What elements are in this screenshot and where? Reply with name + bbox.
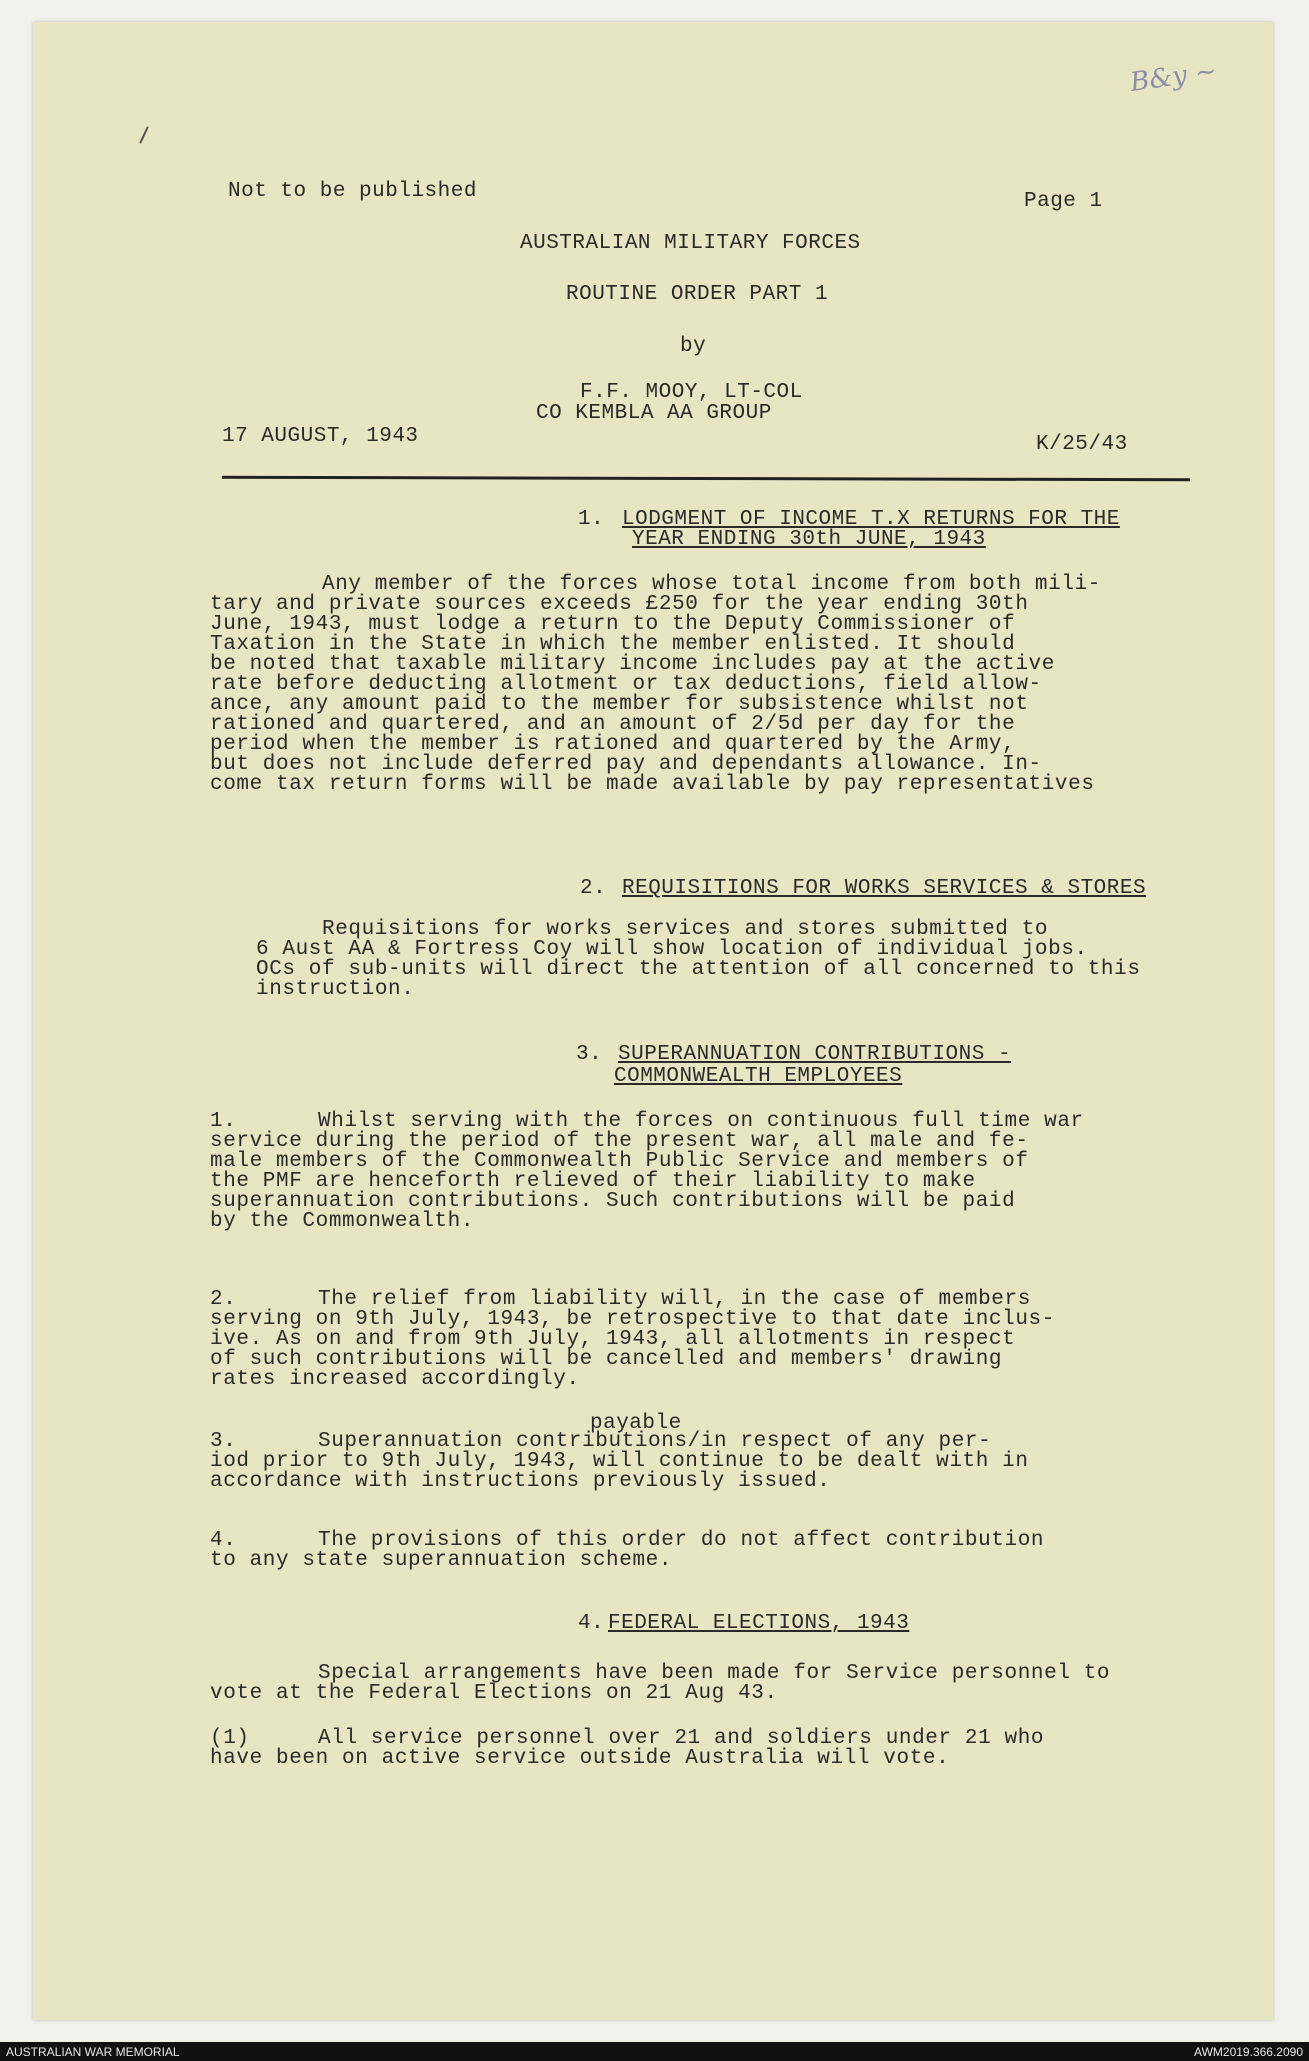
text-line: All service personnel over 21 and soldiers under 21 who	[318, 1727, 1045, 1750]
text-line: have been on active service outside Australia will vote.	[210, 1747, 950, 1770]
section-2-number: 2.	[580, 877, 607, 900]
section-4-heading: FEDERAL ELECTIONS, 1943	[608, 1612, 910, 1635]
section-3-para-4	[210, 1531, 1044, 1571]
section-3-para-2	[210, 1290, 1055, 1390]
text-line: by the Commonwealth.	[210, 1210, 475, 1233]
text-line: The provisions of this order do not affect contribution	[318, 1529, 1045, 1552]
section-3-heading-cont: COMMONWEALTH EMPLOYEES	[614, 1065, 903, 1088]
title-line-1: AUSTRALIAN MILITARY FORCES	[520, 232, 861, 255]
text-line: Any member of the forces whose total income from both mili-	[322, 573, 1101, 596]
section-1-number: 1.	[578, 508, 605, 531]
title-line-4: F.F. MOOY, LT-COL	[580, 381, 803, 404]
text-line: rate before deducting allotment or tax deductions, field allow-	[210, 673, 1042, 696]
archive-footer	[0, 2042, 1309, 2061]
text-line: Taxation in the State in which the member enlisted. It should	[210, 633, 1016, 656]
text-line: accordance with instructions previously issued.	[210, 1470, 831, 1493]
text-line: instruction.	[256, 978, 415, 1001]
section-4-body	[210, 1664, 1110, 1704]
text-line: rationed and quartered, and an amount of 2/5d per day for the	[210, 713, 1016, 736]
handwritten-annotation: B&y ~	[1128, 56, 1219, 98]
section-3-para-1	[210, 1112, 1084, 1232]
text-line: male members of the Commonwealth Public Service and members of	[210, 1150, 1029, 1173]
text-line	[210, 1531, 1044, 1551]
paragraph-number: 2.	[210, 1288, 237, 1311]
title-line-3: by	[680, 335, 707, 358]
footer-accession-number: AWM2019.366.2090	[1194, 2045, 1303, 2059]
text-line: period when the member is rationed and quartered by the Army,	[210, 733, 1016, 756]
text-line: of such contributions will be cancelled and members' drawing	[210, 1348, 1003, 1371]
text-line: service during the period of the present war, all male and fe-	[210, 1130, 1029, 1153]
paragraph-number: 4.	[210, 1529, 237, 1552]
text-line: Whilst serving with the forces on continuous full time war	[318, 1110, 1084, 1133]
section-2-body	[256, 920, 1141, 1000]
text-line: rates increased accordingly.	[210, 1368, 580, 1391]
text-line: to any state superannuation scheme.	[210, 1549, 673, 1572]
text-line: superannuation contributions. Such contributions will be paid	[210, 1190, 1016, 1213]
text-line: but does not include deferred pay and dependants allowance. In-	[210, 753, 1042, 776]
title-line-5: CO KEMBLA AA GROUP	[536, 402, 772, 425]
text-line	[210, 1290, 1055, 1310]
text-line: the PMF are henceforth relieved of their liability to make	[210, 1170, 976, 1193]
section-1-heading: LODGMENT OF INCOME T.X RETURNS FOR THE	[622, 508, 1120, 531]
text-line: ive. As on and from 9th July, 1943, all allotments in respect	[210, 1328, 1016, 1351]
text-line: Superannuation contributions/in respect of any per-	[318, 1430, 992, 1453]
section-4-number: 4.	[578, 1612, 605, 1635]
section-2-heading: REQUISITIONS FOR WORKS SERVICES & STORES	[622, 877, 1147, 900]
section-3-para-3	[210, 1432, 1029, 1492]
order-date: 17 AUGUST, 1943	[222, 425, 419, 448]
text-line: The relief from liability will, in the case of members	[318, 1288, 1031, 1311]
text-line: June, 1943, must lodge a return to the Deputy Commissioner of	[210, 613, 1016, 636]
text-line: vote at the Federal Elections on 21 Aug 43.	[210, 1682, 778, 1705]
text-line: Requisitions for works services and stores submitted to	[322, 918, 1049, 941]
text-line: come tax return forms will be made available by pay representatives	[210, 773, 1095, 796]
text-line: OCs of sub-units will direct the attention of all concerned to this	[256, 958, 1141, 981]
section-3-heading: SUPERANNUATION CONTRIBUTIONS -	[618, 1043, 1012, 1066]
paragraph-number: 3.	[210, 1430, 237, 1453]
footer-institution: AUSTRALIAN WAR MEMORIAL	[6, 2045, 180, 2059]
text-line: Special arrangements have been made for Service personnel to	[318, 1662, 1111, 1685]
handwritten-insertion-payable: payable	[590, 1412, 682, 1435]
text-line	[210, 1432, 1029, 1452]
item-number: (1)	[210, 1727, 250, 1750]
section-3-number: 3.	[576, 1043, 603, 1066]
page-number: Page 1	[1024, 190, 1103, 213]
text-line: serving on 9th July, 1943, be retrospective to that date inclus-	[210, 1308, 1055, 1331]
text-line: iod prior to 9th July, 1943, will continue to be dealt with in	[210, 1450, 1029, 1473]
text-line: tary and private sources exceeds £250 for the year ending 30th	[210, 593, 1029, 616]
order-reference: K/25/43	[1036, 433, 1128, 456]
section-1-body	[210, 575, 1101, 795]
text-line: ance, any amount paid to the member for subsistence whilst not	[210, 693, 1029, 716]
document-page	[33, 22, 1273, 2020]
section-1-heading-cont: YEAR ENDING 30th JUNE, 1943	[632, 528, 986, 551]
section-4-item-1	[210, 1729, 1044, 1769]
text-line: 6 Aust AA & Fortress Coy will show location of individual jobs.	[256, 938, 1088, 961]
paragraph-number: 1.	[210, 1110, 237, 1133]
title-line-2: ROUTINE ORDER PART 1	[566, 283, 829, 306]
text-line: be noted that taxable military income includes pay at the active	[210, 653, 1055, 676]
text-line	[210, 1729, 1044, 1749]
text-line	[210, 1112, 1084, 1132]
not-published-label: Not to be published	[228, 180, 477, 203]
